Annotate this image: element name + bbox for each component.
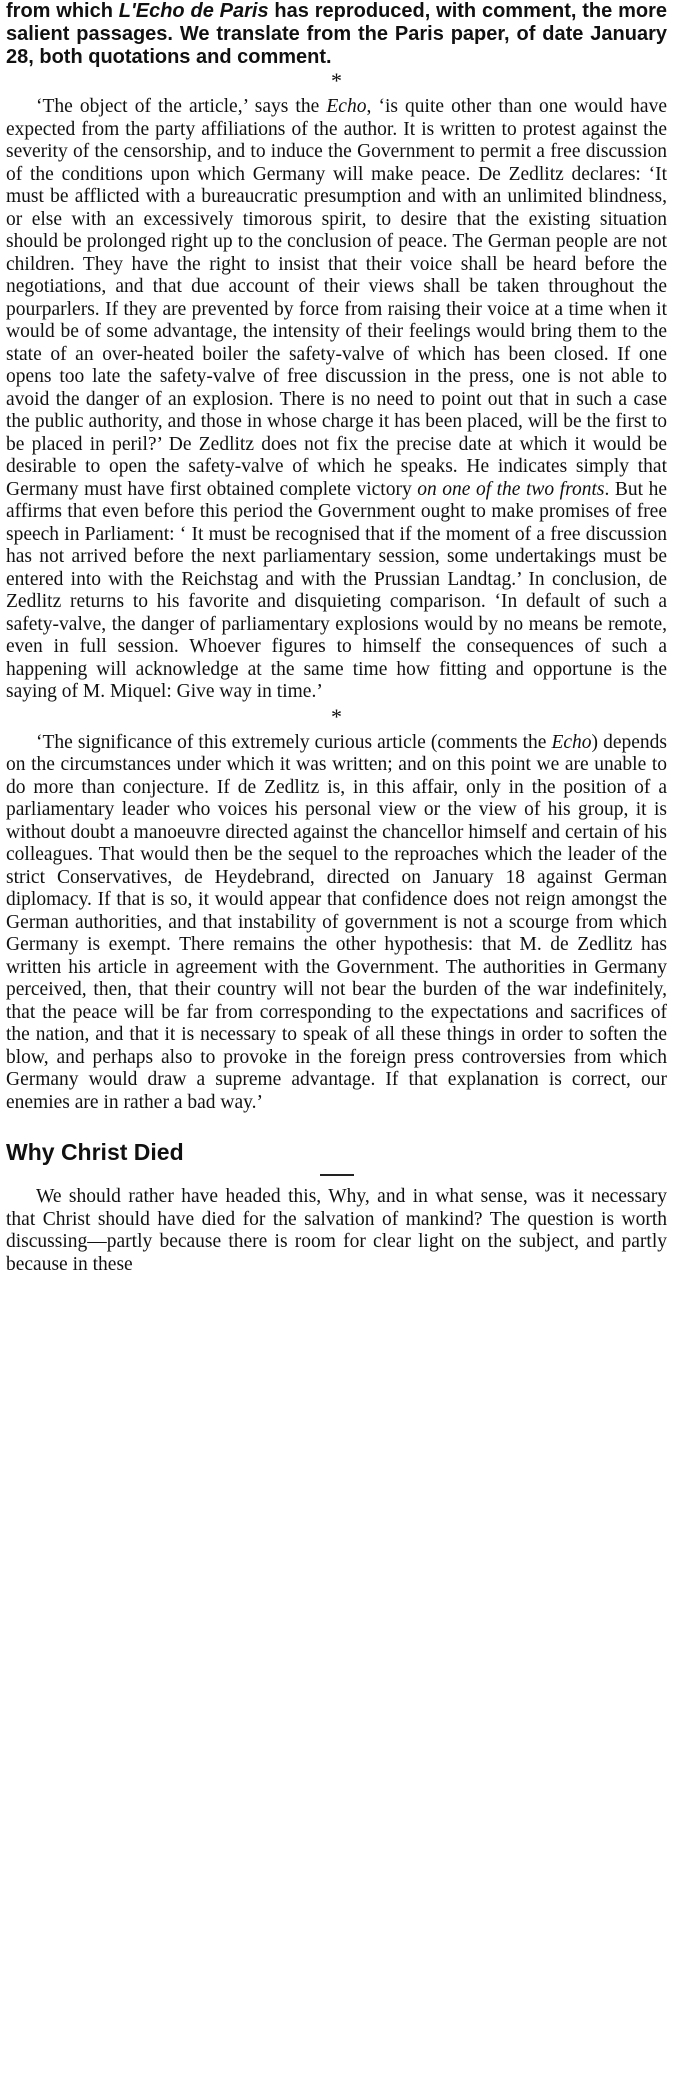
quote1-emphasis-fronts: on one of the two fronts bbox=[417, 478, 605, 500]
intro-publication-name: L'Echo de Paris bbox=[118, 0, 269, 22]
quote1-text-1: ‘The object of the article,’ says the bbox=[36, 96, 327, 118]
spacer bbox=[6, 1114, 667, 1138]
quote2-echo-name: Echo bbox=[551, 731, 592, 753]
quote2-text-1: ‘The significance of this extremely curious article (comments the bbox=[36, 731, 552, 753]
section-body-paragraph: We should rather have headed this, Why, and in what sense, was it necessary that Christ should have died for the salvation of mankind? The question is worth discussing—partly because there is room for clear light on the subject, and partly because in these bbox=[6, 1186, 667, 1275]
quotation-paragraph-1 bbox=[6, 96, 667, 704]
comment-paragraph bbox=[6, 732, 667, 1115]
heading-rule bbox=[320, 1174, 354, 1176]
intro-text-2: has reproduced, with comment, the more salient passages. We translate from the Paris paper, of date January 28, both quotations and comment. bbox=[6, 0, 667, 68]
quote1-text-3: . But he affirms that even before this period the Government ought to make promises of free speech in Parliament: ‘ It must be recognised that if the moment of a free discussion has not arrived before the next parliamentary session, some undertakings must be entered into with the Reichstag and with the Prussian Landtag.’ In conclusion, de Zedlitz returns to his favorite and disquieting comparison. ‘In default of such a safety-valve, the danger of parliamentary explosions would by no means be remote, even in full session. Whoever figures to himself the consequences of such a happening will acknowledge at the same time how fitting and opportune is the saying of M. Miquel: Give way in time.’ bbox=[6, 478, 667, 703]
intro-paragraph bbox=[6, 0, 667, 68]
quote1-echo-name: Echo bbox=[326, 96, 367, 118]
section-separator-star: * bbox=[331, 68, 342, 94]
section-separator-star-2: * bbox=[331, 703, 342, 729]
quote1-text-2: , ‘is quite other than one would have expected from the party affiliations of the author. It is written to protest against the severity of the censorship, and to induce the Government to permit a free discussion of the conditions upon which Germany will make peace. De Zedlitz declares: ‘It must be afflicted with a bureaucratic presumption and with an unlimited blindness, or else with an excessively timorous spirit, to desire that the existing situation should be prolonged right up to the conclusion of peace. The German people are not children. They have the right to insist that their voice shall be heard before the negotiations, and that due account of their views shall be taken throughout the pourparlers. If they are prevented by force from raising their voice at a time when it would be of some advantage, the intensity of their feelings would bring them to the state of an over-heated boiler the safety-valve of which has been closed. If one opens too late the safety-valve of free discussion in the press, one is not able to avoid the danger of an explosion. There is no need to point out that in such a case the public authority, and those in whose charge it has been placed, will be the first to be placed in peril?’ De Zedlitz does not fix the precise date at which it would be desirable to open the safety-valve of which he speaks. He indicates simply that Germany must have first obtained complete victory bbox=[6, 96, 667, 500]
section-heading: Why Christ Died bbox=[6, 1139, 184, 1166]
quote2-text-2: ) depends on the circumstances under which it was written; and on this point we are unable to do more than conjecture. If de Zedlitz is, in this affair, only in the position of a parliamentary leader who voices his personal view or the view of his group, it is without doubt a manoeuvre directed against the chancellor himself and certain of his colleagues. That would then be the sequel to the reproaches which the leader of the strict Conservatives, de Heydebrand, directed on January 18 against German diplomacy. If that is so, it would appear that confidence does not reign amongst the German authorities, and that instability of government is not a scourge from which Germany is exempt. There remains the other hypothesis: that M. de Zedlitz has written his article in agreement with the Government. The authorities in Germany perceived, then, that their country will not bear the burden of the war indefinitely, that the peace will be far from corresponding to the expectations and sacrifices of the nation, and that it is necessary to speak of all these things in order to soften the blow, and perhaps also to provoke in the foreign press controversies from which Germany would draw a supreme advantage. If that explanation is correct, our enemies are in rather a bad way.’ bbox=[6, 731, 667, 1113]
intro-text-1: from which bbox=[6, 0, 119, 22]
